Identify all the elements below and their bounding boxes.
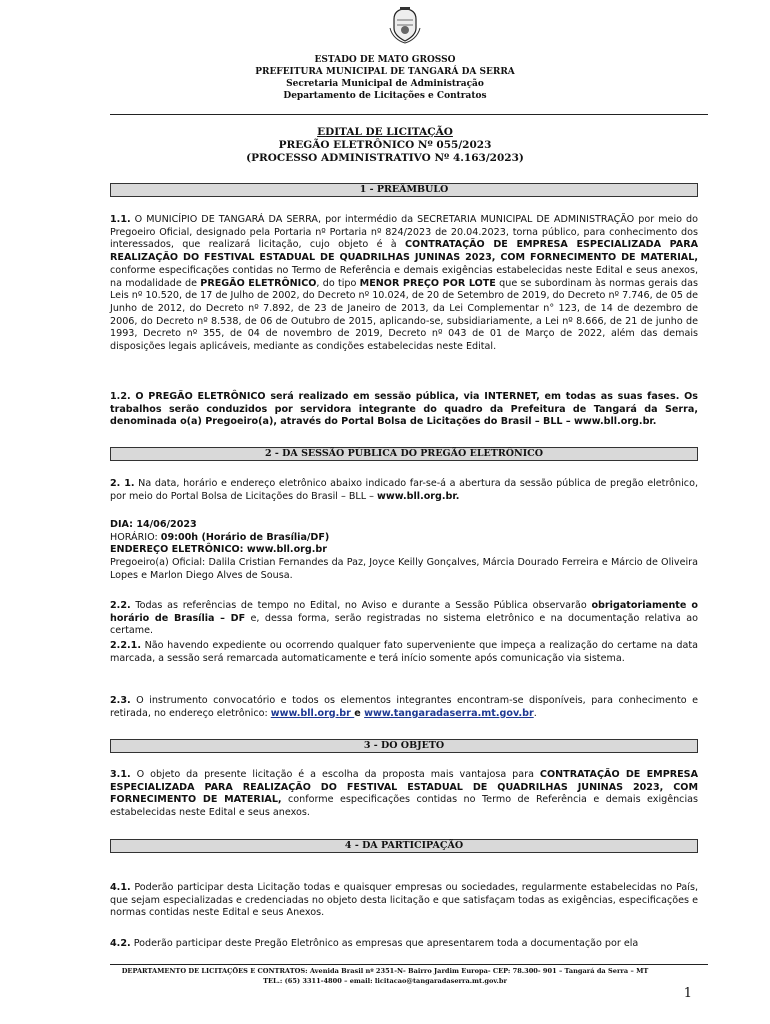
paragraph-number: 1.1. [110,214,131,225]
footer-contact: TEL.: (65) 3311-4800 – email: licitacao@tangaradaserra.mt.gov.br [263,977,507,985]
link-bll[interactable]: www.bll.org.br [270,707,355,719]
paragraph-2-2: 2.2. Todas as referências de tempo no Edital, no Aviso e durante a Sessão Pública observarão obrigatoriamente o horário de Brasília – DF e, dessa forma, serão registradas no sistema eletrônico e na documentação relativa ao certame. [110,600,698,637]
paragraph-2-1: 2. 1. Na data, horário e endereço eletrônico abaixo indicado far-se-á a abertura da sessão pública de pregão eletrônico, por meio do Portal Bolsa de Licitações do Brasil – BLL – www.bll.org.br. [110,478,698,502]
session-details [110,519,698,583]
paragraph-2-3: 2.3. O instrumento convocatório e todos os elementos integrantes encontram-se disponíveis, para conhecimento e retirada, no endereço eletrônico: www.bll.org.br e www.tangaradaserra.mt.gov.br. [110,695,698,719]
header-departamento: Departamento de Licitações e Contratos [283,91,487,101]
session-pregoeiros: Pregoeiro(a) Oficial: Dalila Cristian Fernandes da Paz, Joyce Keilly Gonçalves, Márcia Dourado Ferreira e Márcio de Oliveira Lopes e Marlon Diego Alves de Sousa. [110,557,698,581]
title-edital: EDITAL DE LICITAÇÃO [317,126,453,138]
paragraph-4-1: 4.1. Poderão participar desta Licitação todas e quaisquer empresas ou sociedades, regularmente estabelecidas no País, que sejam especializadas e credenciadas no objeto desta licitação e que satisfaçam todas as exigências, especificações e normas contidas neste Edital e seus Anexos. [110,882,698,919]
document-header [0,54,770,102]
section-heading-preambulo: 1 - PREÂMBULO [110,183,698,197]
coat-of-arms-icon [386,6,424,44]
paragraph-1-2: 1.2. O PREGÃO ELETRÔNICO será realizado em sessão pública, via INTERNET, em todas as suas fases. Os trabalhos serão conduzidos por servidora integrante do quadro da Prefeitura de Tangará da Serra, denominada o(a) Pregoeiro(a), através do Portal Bolsa de Licitações do Brasil – BLL – www.bll.org.br. [110,391,698,428]
session-date: DIA: 14/06/2023 [110,519,197,530]
section-heading-sessao-publica: 2 - DA SESSÃO PÚBLICA DO PREGÃO ELETRÔNICO [110,447,698,461]
header-secretaria: Secretaria Municipal de Administração [286,79,484,89]
session-time: 09:00h (Horário de Brasília/DF) [160,531,330,543]
header-state: ESTADO DE MATO GROSSO [314,55,456,65]
paragraph-1-1: 1.1. O MUNICÍPIO DE TANGARÁ DA SERRA, por intermédio da SECRETARIA MUNICIPAL DE ADMINISTRAÇÃO por meio do Pregoeiro Oficial, designado pela Portaria nº Portaria nº 824/2023 de 20.04.2023, torna público, para conhecimento dos interessados, que realizará licitação, cujo objeto é à CONTRATAÇÃO DE EMPRESA ESPECIALIZADA PARA REALIZAÇÃO DO FESTIVAL ESTADUAL DE QUADRILHAS JUNINAS 2023, COM FORNECIMENTO DE MATERIAL, conforme especificações contidas no Termo de Referência e demais exigências estabelecidas neste Edital e seus anexos, na modalidade de PREGÃO ELETRÔNICO, do tipo MENOR PREÇO POR LOTE que se subordinam às normas gerais das Leis nº 10.520, de 17 de Julho de 2002, do Decreto nº 10.024, de 20 de Setembro de 2019, do Decreto nº 7.746, de 05 de Junho de 2012, do Decreto nº 7.892, de 23 de Janeiro de 2013, da Lei Complementar n° 123, de 14 de dezembro de 2006, do Decreto nº 8.538, de 06 de Outubro de 2015, aplicando-se, subsidiariamente, a Lei nº 8.666, de 21 de junho de 1993, Decreto nº 355, de 04 de novembro de 2019, Decreto nº 043 de 01 de Março de 2022, além das demais disposições legais aplicáveis, mediante as condições estabelecidas neste Edital. [110,214,699,353]
link-tangaradaserra[interactable]: www.tangaradaserra.mt.gov.br [364,707,534,719]
session-time-label: HORÁRIO: [110,531,161,543]
document-title [0,126,770,165]
section-heading-participacao: 4 - DA PARTICIPAÇÃO [110,839,698,853]
title-processo: (PROCESSO ADMINISTRATIVO Nº 4.163/2023) [246,152,524,164]
footer-address: DEPARTAMENTO DE LICITAÇÕES E CONTRATOS: Avenida Brasil nº 2351-N- Bairro Jardim Europa- CEP: 78.300- 901 – Tangará da Serra – MT [121,967,649,975]
paragraph-2-2-1: 2.2.1. Não havendo expediente ou ocorrendo qualquer fato superveniente que impeça a realização do certame na data marcada, a sessão será remarcada automaticamente e terá início somente após comunicação via sistema. [110,640,698,664]
footer-divider [110,964,708,965]
paragraph-4-2: 4.2. Poderão participar deste Pregão Eletrônico as empresas que apresentarem toda a documentação por ela [110,938,639,949]
page-number: 1 [683,986,692,1001]
paragraph-3-1: 3.1. O objeto da presente licitação é a escolha da proposta mais vantajosa para CONTRATAÇÃO DE EMPRESA ESPECIALIZADA PARA REALIZAÇÃO DO FESTIVAL ESTADUAL DE QUADRILHAS JUNINAS 2023, COM FORNECIMENTO DE MATERIAL, conforme especificações contidas no Termo de Referência e demais exigências estabelecidas neste Edital e seus anexos. [110,769,699,819]
session-address: ENDEREÇO ELETRÔNICO: www.bll.org.br [110,544,327,556]
title-pregao: PREGÃO ELETRÔNICO Nº 055/2023 [278,139,492,151]
header-divider [110,114,708,115]
header-prefeitura: PREFEITURA MUNICIPAL DE TANGARÁ DA SERRA [255,67,515,77]
document-footer [0,966,770,986]
section-heading-objeto: 3 - DO OBJETO [110,739,698,753]
